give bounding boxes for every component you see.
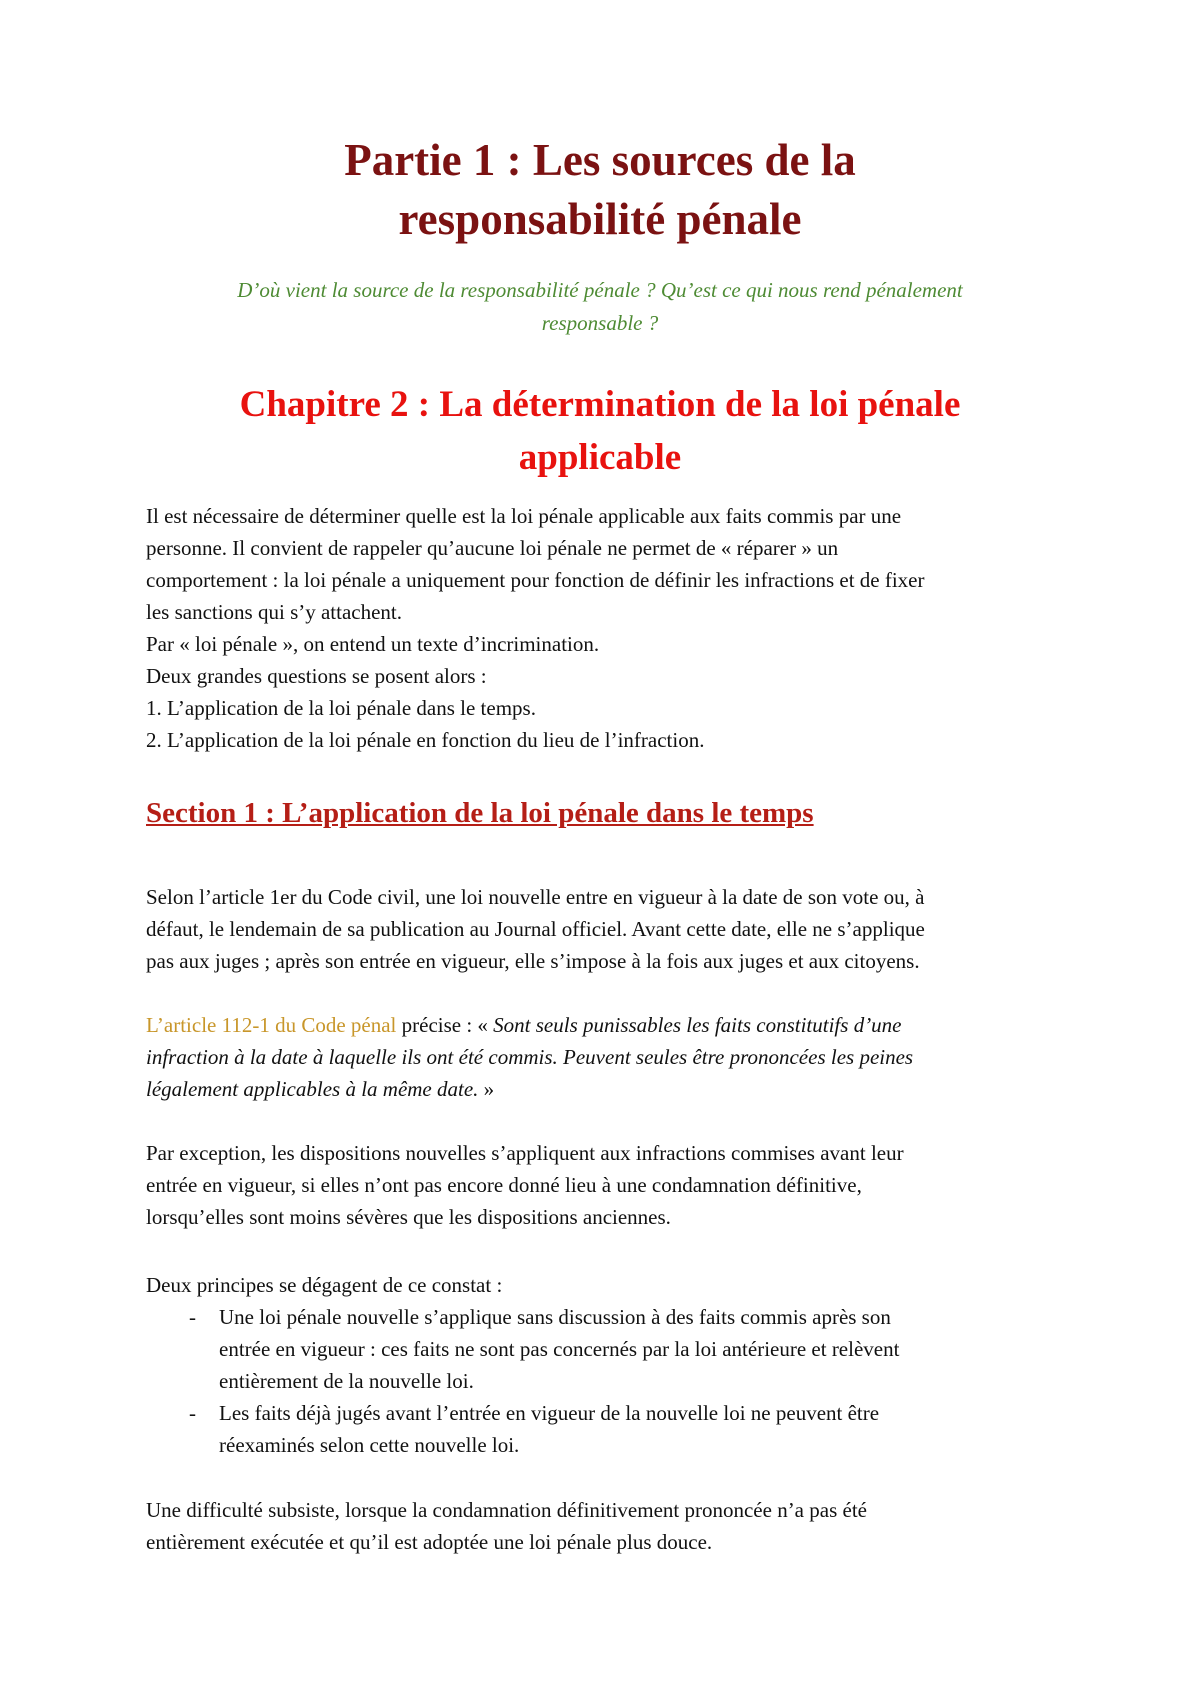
subtitle-line-1: D’où vient la source de la responsabilité pénale ? Qu’est ce qui nous rend pénalement: [237, 278, 963, 302]
paragraph-line: Par exception, les dispositions nouvelles s’appliquent aux infractions commises avant leur: [146, 1141, 904, 1165]
list-item-line: entrée en vigueur : ces faits ne sont pas concernés par la loi antérieure et relèvent: [219, 1337, 900, 1361]
intro-paragraph: [146, 500, 1066, 756]
subtitle-line-2: responsable ?: [541, 311, 659, 335]
intro-line: Deux grandes questions se posent alors :: [146, 664, 487, 688]
article-lead: précise : «: [396, 1013, 494, 1037]
page-title: [160, 131, 1040, 249]
intro-line: les sanctions qui s’y attachent.: [146, 600, 403, 624]
section-heading: Section 1 : L’application de la loi pénale dans le temps: [146, 797, 814, 829]
chapter-heading-line-1: Chapitre 2 : La détermination de la loi pénale: [239, 384, 961, 425]
intro-line: personne. Il convient de rappeler qu’aucune loi pénale ne permet de « réparer » un: [146, 536, 839, 560]
paragraph-line: pas aux juges ; après son entrée en vigueur, elle s’impose à la fois aux juges et aux citoyens.: [146, 949, 920, 973]
paragraph-line: entrée en vigueur, si elles n’ont pas encore donné lieu à une condamnation définitive,: [146, 1173, 862, 1197]
paragraph-line: défaut, le lendemain de sa publication au Journal officiel. Avant cette date, elle ne s’applique: [146, 917, 925, 941]
list-item-line: Les faits déjà jugés avant l’entrée en vigueur de la nouvelle loi ne peuvent être: [219, 1401, 880, 1425]
principles-list: [146, 1301, 1066, 1461]
dash-bullet: -: [189, 1401, 196, 1425]
list-item-line: réexaminés selon cette nouvelle loi.: [219, 1433, 520, 1457]
intro-line: 2. L’application de la loi pénale en fonction du lieu de l’infraction.: [146, 728, 705, 752]
principles-intro: [146, 1269, 1066, 1301]
paragraph-line: Une difficulté subsiste, lorsque la condamnation définitivement prononcée n’a pas été: [146, 1498, 867, 1522]
page-title-line-1: Partie 1 : Les sources de la: [344, 135, 856, 185]
paragraph-line: entièrement exécutée et qu’il est adoptée une loi pénale plus douce.: [146, 1530, 713, 1554]
chapter-heading: [170, 378, 1030, 484]
article-line-1: [146, 1009, 1066, 1041]
paragraph-line: lorsqu’elles sont moins sévères que les dispositions anciennes.: [146, 1205, 671, 1229]
list-item-line: entièrement de la nouvelle loi.: [219, 1369, 474, 1393]
page-subtitle: [150, 274, 1050, 340]
list-item: [146, 1301, 1066, 1397]
article-quote-paragraph: [146, 1009, 1066, 1105]
difficulty-paragraph: [146, 1494, 1066, 1558]
article-quote-line-2: infraction à la date à laquelle ils ont été commis. Peuvent seules être prononcées les peines: [146, 1045, 914, 1069]
paragraph-line: Selon l’article 1er du Code civil, une loi nouvelle entre en vigueur à la date de son vote ou, à: [146, 885, 925, 909]
code-civil-paragraph: [146, 881, 1066, 977]
article-quote-line-3: légalement applicables à la même date.: [146, 1077, 479, 1101]
article-reference: L’article 112-1 du Code pénal: [146, 1013, 397, 1037]
exception-paragraph: [146, 1137, 1066, 1233]
article-line-3: [146, 1073, 1066, 1105]
intro-line: comportement : la loi pénale a uniquement pour fonction de définir les infractions et de fixer: [146, 568, 925, 592]
intro-line: Par « loi pénale », on entend un texte d’incrimination.: [146, 632, 600, 656]
paragraph-line: Deux principes se dégagent de ce constat :: [146, 1273, 503, 1297]
chapter-heading-line-2: applicable: [518, 437, 682, 478]
list-item: [146, 1397, 1066, 1461]
intro-line: Il est nécessaire de déterminer quelle est la loi pénale applicable aux faits commis par une: [146, 504, 902, 528]
list-item-line: Une loi pénale nouvelle s’applique sans discussion à des faits commis après son: [219, 1305, 891, 1329]
page-title-line-2: responsabilité pénale: [398, 194, 802, 244]
article-close: »: [478, 1077, 495, 1101]
article-quote-line-1: Sont seuls punissables les faits constitutifs d’une: [493, 1013, 902, 1037]
intro-line: 1. L’application de la loi pénale dans le temps.: [146, 696, 536, 720]
dash-bullet: -: [189, 1305, 196, 1329]
